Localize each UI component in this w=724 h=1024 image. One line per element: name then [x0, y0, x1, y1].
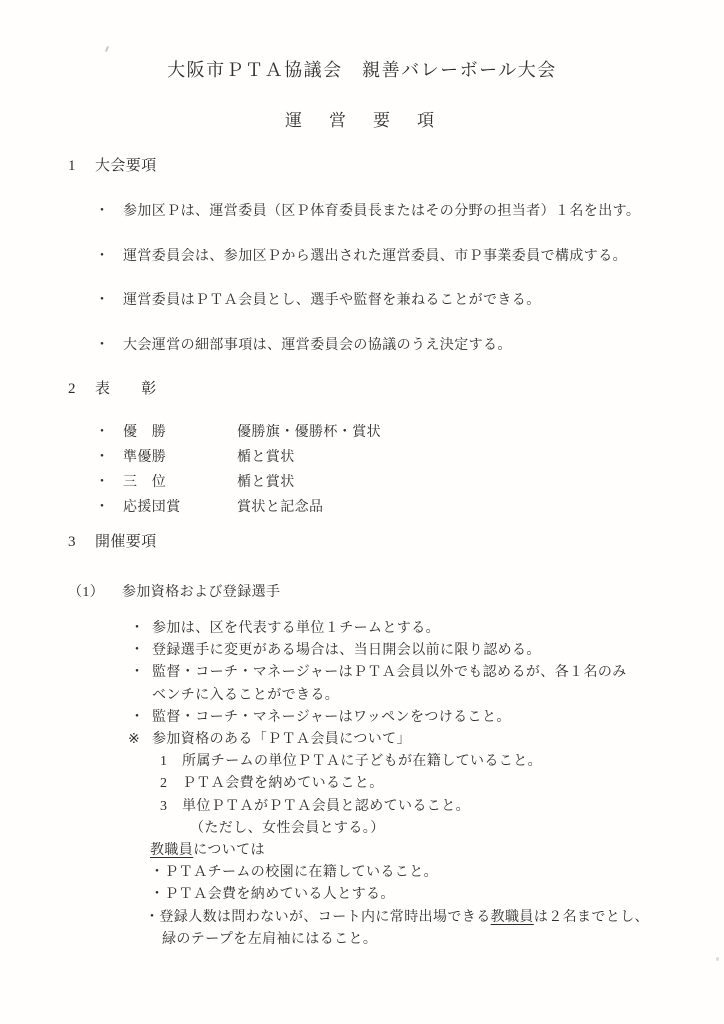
staff-item-continuation: [0, 929, 724, 951]
section-1-list: [95, 190, 640, 368]
award-row: [95, 445, 381, 470]
award-prize: 楯と賞状: [237, 450, 295, 465]
list-item-text: 監督・コーチ・マネージャーはワッペンをつけること。: [152, 709, 511, 725]
scan-artifact: [105, 46, 109, 52]
list-item-text: ベンチに入ることができる。: [152, 687, 340, 703]
list-item-text: 参加区Ｐは、運営委員（区Ｐ体育委員長またはその分野の担当者）１名を出す。: [123, 204, 641, 219]
award-rank: 三 位: [123, 475, 167, 490]
document-subtitle: 運 営 要 項: [285, 111, 439, 130]
numbered-item: [0, 773, 724, 795]
bullet-marker: ・: [130, 665, 145, 681]
numbered-item: [0, 751, 724, 773]
list-item: [0, 707, 724, 729]
bullet-marker: ・: [130, 643, 145, 659]
bullet-marker: ・: [130, 621, 145, 636]
list-item-text: 登録選手に変更がある場合は、当日開会以前に限り認める。: [152, 643, 541, 659]
scan-artifact: [716, 957, 719, 961]
staff-item-prefix: ・登録人数は問わないが、コート内に常時出場できる: [145, 909, 491, 925]
subsection-title: 参加資格および登録選手: [122, 585, 281, 600]
bullet-marker: ・: [95, 337, 110, 353]
staff-item-text: 緑のテープを左肩袖にはること。: [162, 931, 378, 947]
section-2-heading: [68, 379, 157, 399]
subsection-heading: [68, 582, 280, 604]
section-2-title: 表 彰: [95, 381, 157, 397]
section-1-number: 1: [68, 158, 76, 174]
numbered-item-text: 所属チームの単位ＰＴＡに子どもが在籍していること。: [182, 754, 542, 770]
subsection-list: [0, 618, 724, 951]
numbered-item-text: 単位ＰＴＡがＰＴＡ会員と認めていること。: [182, 798, 470, 814]
award-prize: 楯と賞状: [237, 475, 295, 490]
section-3-number: 3: [68, 534, 76, 550]
list-item: [95, 235, 640, 280]
award-prize: 賞状と記念品: [237, 500, 324, 515]
staff-heading-underlined: 教職員: [150, 843, 194, 859]
list-item-continuation: [0, 685, 724, 707]
staff-item-suffix: は２名までとし、: [533, 909, 650, 925]
staff-item: [0, 884, 724, 906]
staff-item-text: ・ＰＴＡチームの校園に在籍していること。: [150, 865, 438, 881]
award-rank: 優 勝: [123, 425, 167, 440]
parenthetical-note-text: （ただし、女性会員とする。）: [190, 820, 385, 836]
bullet-marker: ・: [95, 450, 110, 465]
bullet-marker: ・: [95, 425, 110, 440]
bullet-marker: ・: [95, 204, 110, 219]
section-2-number: 2: [68, 381, 76, 397]
bullet-marker: ・: [130, 709, 145, 725]
award-row: [95, 470, 381, 495]
list-item: [95, 279, 640, 324]
list-item: [0, 662, 724, 684]
list-item-text: 運営委員はＰＴＡ会員とし、選手や監督を兼ねることができる。: [123, 293, 541, 308]
numbered-item-text: ＰＴＡ会費を納めていること。: [182, 776, 384, 792]
bullet-marker: ・: [95, 293, 110, 308]
section-3-title: 開催要項: [95, 534, 157, 550]
staff-heading-rest: については: [193, 843, 265, 859]
item-number: 2: [160, 776, 168, 792]
note-line: [0, 729, 724, 751]
list-item: [0, 618, 724, 640]
numbered-item: [0, 796, 724, 818]
staff-item-underlined: 教職員: [490, 909, 534, 925]
section-3-heading: [68, 532, 157, 552]
list-item: [0, 640, 724, 662]
parenthetical-note: [0, 818, 724, 840]
list-item-text: 大会運営の細部事項は、運営委員会の協議のうえ決定する。: [123, 337, 512, 353]
list-item-text: 運営委員会は、参加区Ｐから選出された運営委員、市Ｐ事業委員で構成する。: [123, 248, 627, 264]
staff-heading: [0, 840, 724, 862]
section-1-title: 大会要項: [95, 158, 157, 174]
award-row: [95, 420, 381, 445]
award-rank: 準優勝: [123, 450, 167, 465]
reference-mark-icon: ※: [128, 732, 141, 748]
staff-item-text: ・ＰＴＡ会費を納めている人とする。: [150, 887, 395, 903]
bullet-marker: ・: [95, 500, 110, 515]
item-number: 1: [160, 754, 168, 770]
staff-item: [0, 907, 724, 929]
list-item: [95, 190, 640, 235]
list-item: [95, 324, 640, 369]
list-item-text: 参加は、区を代表する単位１チームとする。: [152, 621, 440, 636]
award-row: [95, 495, 381, 520]
bullet-marker: ・: [95, 475, 110, 490]
award-rank: 応援団賞: [123, 500, 181, 515]
list-item-text: 監督・コーチ・マネージャーはＰＴＡ会員以外でも認めるが、各１名のみ: [152, 665, 627, 681]
note-title: 参加資格のある「ＰＴＡ会員について」: [152, 732, 411, 748]
bullet-marker: ・: [95, 248, 110, 264]
subsection-number: （1）: [68, 585, 105, 600]
section-1-heading: [68, 156, 157, 176]
staff-item: [0, 862, 724, 884]
item-number: 3: [160, 798, 168, 814]
document-title: 大阪市ＰＴＡ協議会 親善バレーボール大会: [167, 60, 557, 80]
award-prize: 優勝旗・優勝杯・賞状: [237, 425, 381, 440]
awards-list: [95, 420, 381, 520]
